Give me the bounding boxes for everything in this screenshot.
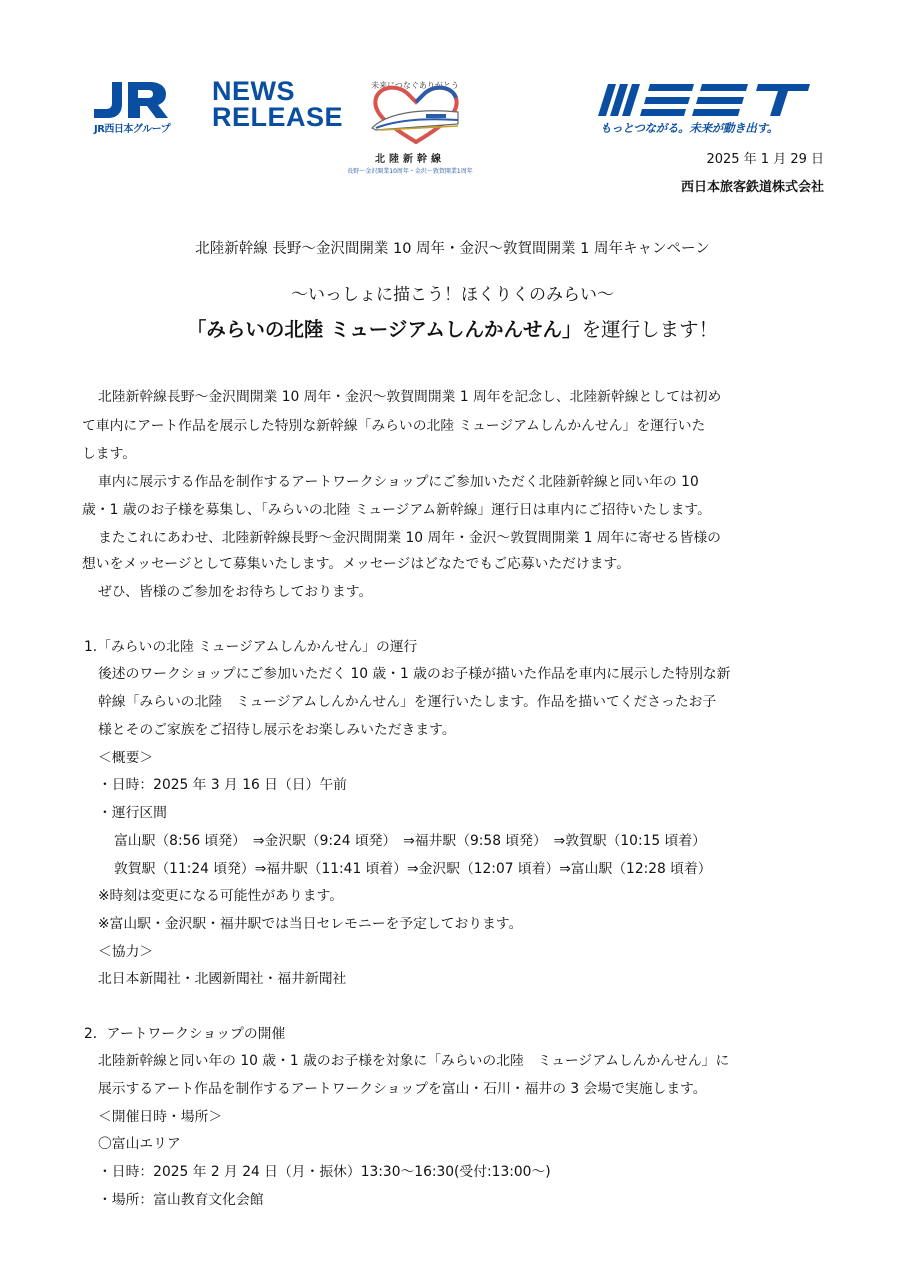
note-line: ※時刻は変更になる可能性があります。: [98, 888, 344, 904]
jr-group-text: JR西日本グループ: [94, 124, 171, 135]
campaign-title: 北陸新幹線 長野〜金沢間開業 10 周年・金沢〜敦賀間開業 1 周年キャンペーン: [195, 241, 710, 257]
note-line: ※富山駅・金沢駅・福井駅では当日セレモニーを予定しております。: [98, 916, 523, 932]
section2-body-line: 北陸新幹線と同い年の 10 歳・1 歳のお子様を対象に「みらいの北陸 ミュージアムしんかんせん」に: [98, 1053, 730, 1069]
workshop-date: ・日時：2025 年 2 月 24 日（月・振休）13:30〜16:30(受付:13:00〜): [98, 1164, 551, 1180]
area-label: 〇富山エリア: [98, 1136, 181, 1152]
intro-line: します。: [82, 446, 137, 462]
west-slogan: もっとつながる。未来が動き出す。: [600, 121, 779, 135]
cooperation-list: 北日本新聞社・北國新聞社・福井新聞社: [98, 971, 347, 987]
intro-line: ぜひ、皆様のご参加をお待ちしております。: [98, 584, 373, 600]
section2-heading: 2．アートワークショップの開催: [84, 1026, 286, 1042]
intro-line: 車内に展示する作品を制作するアートワークショップにご参加いただく北陸新幹線と同い年の 10: [98, 474, 699, 490]
overview-label: ＜概要＞: [98, 750, 154, 766]
section1-body-line: 幹線「みらいの北陸 ミュージアムしんかんせん」を運行いたします。作品を描いてくださったお子: [98, 694, 717, 710]
workshop-place: ・場所：富山教育文化会館: [98, 1192, 264, 1208]
news-release-label: [212, 78, 343, 130]
anniversary-name: 北陸新幹線: [375, 154, 445, 165]
shinkansen-heart-icon: [366, 84, 466, 146]
anniversary-sub: 長野〜金沢開業10周年・金沢〜敦賀開業1周年: [347, 168, 473, 175]
release-word: RELEASE: [212, 102, 344, 132]
intro-line: またこれにあわせ、北陸新幹線長野〜金沢間開業 10 周年・金沢〜敦賀間開業 1 周年に寄せる皆様の: [98, 530, 721, 546]
main-title: [0, 314, 905, 342]
section1-body-line: 様とそのご家族をご招待し展示をお楽しみいただきます。: [98, 722, 456, 738]
route-label: ・運行区間: [98, 805, 167, 821]
west-brand-logo: [598, 82, 818, 138]
subtitle: 〜いっしょに描こう！ほくりくのみらい〜: [291, 285, 614, 305]
route-line: 敦賀駅（11:24 頃発）⇒福井駅（11:41 頃着）⇒金沢駅（12:07 頃着）⇒富山駅（12:28 頃着）: [114, 861, 712, 877]
operation-date: ・日時：2025 年 3 月 16 日（日）午前: [98, 777, 347, 793]
intro-line: 歳・1 歳のお子様を募集し、「みらいの北陸 ミュージアム新幹線」運行日は車内にご招待いたします。: [82, 502, 711, 518]
section2-body-line: 展示するアート作品を制作するアートワークショップを富山・石川・福井の 3 会場で実施します。: [98, 1081, 707, 1097]
main-title-rest: を運行します！: [581, 318, 719, 341]
release-date: 2025 年 1 月 29 日: [706, 152, 824, 167]
jr-logo-icon: [92, 80, 170, 120]
west-logo-icon: [598, 82, 812, 118]
section1-heading: 1.「みらいの北陸 ミュージアムしんかんせん」の運行: [84, 639, 418, 655]
company-name: 西日本旅客鉄道株式会社: [680, 180, 824, 195]
intro-line: て車内にアート作品を展示した特別な新幹線「みらいの北陸 ミュージアムしんかんせん」を運行いた: [82, 418, 706, 434]
jr-west-logo: [92, 80, 174, 136]
intro-line: 北陸新幹線長野〜金沢間開業 10 周年・金沢〜敦賀間開業 1 周年を記念し、北陸新幹線としては初め: [98, 389, 722, 405]
cooperation-label: ＜協力＞: [98, 944, 154, 960]
main-title-bold: 「みらいの北陸 ミュージアムしんかんせん」: [186, 318, 582, 341]
route-line: 富山駅（8:56 頃発） ⇒金沢駅（9:24 頃発） ⇒福井駅（9:58 頃発） ⇒敦賀駅（10:15 頃着）: [114, 833, 706, 849]
intro-line: 想いをメッセージとして募集いたします。メッセージはどなたでもご応募いただけます。: [82, 556, 631, 572]
section1-body-line: 後述のワークショップにご参加いただく 10 歳・1 歳のお子様が描いた作品を車内に展示した特別な新: [98, 666, 731, 682]
schedule-label: ＜開催日時・場所＞: [98, 1109, 223, 1125]
anniversary-logo: [340, 80, 480, 180]
news-word: NEWS: [212, 76, 295, 106]
anniversary-tagline: 未来につなぐありがとう: [371, 81, 459, 90]
